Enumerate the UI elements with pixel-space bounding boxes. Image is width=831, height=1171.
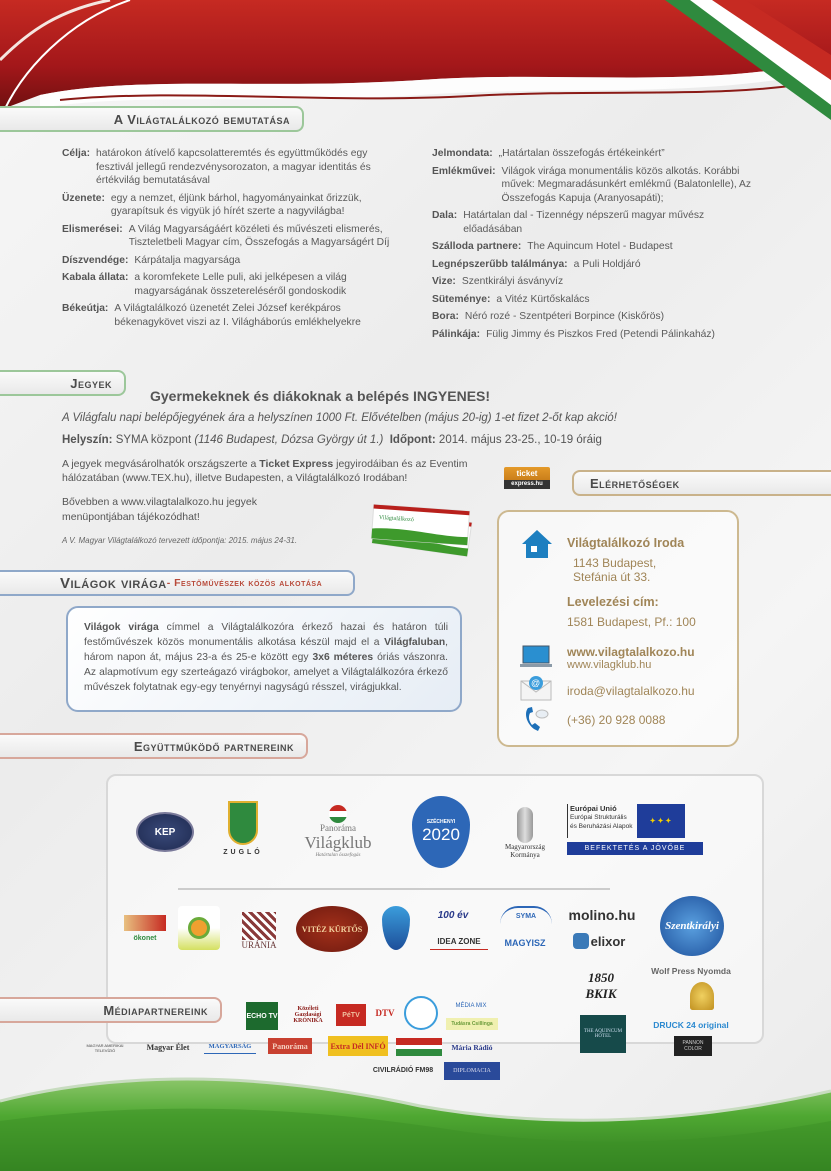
flower-text: óriás vászonra. Az alapmotívum egy szerteágazó virágbokor, amelyet a Világtalálkozóra érkező művészek folytatnak egy-egy tenyérnyi nagyságú résszel, virágjukkal. — [84, 652, 448, 693]
website-link-secondary[interactable]: www.vilagklub.hu — [567, 659, 652, 671]
venue-value: SYMA központ — [115, 434, 192, 446]
fact-row — [432, 165, 762, 206]
envelope-icon — [520, 675, 552, 701]
svg-text:@: @ — [531, 678, 541, 688]
fact-key: Bora: — [432, 311, 459, 322]
round-media-logo — [404, 996, 438, 1030]
wolf-press-logo — [646, 964, 736, 978]
tex-logo-subtext: express.hu — [504, 480, 550, 489]
maria-radio-logo — [444, 1040, 500, 1054]
fact-key: Üzenete: — [62, 192, 105, 204]
ticket-price-text: A Világfalu napi belépőjegyének ára a helyszínen 1000 Ft. Elővételben (május 20-ig) 1-et fizet 2-őt kap akció! — [62, 412, 617, 424]
logo-text: Tudásra Csillinga — [451, 1021, 493, 1027]
flower-text: , három napon át, május 23-a és 25-e között egy — [84, 637, 448, 663]
flower-text-bold: Világok virága — [84, 622, 159, 633]
kronika-logo — [288, 1002, 328, 1028]
venue-line — [62, 434, 602, 446]
logo-text: Mária Rádió — [451, 1042, 493, 1052]
ticket-purchase-info — [62, 457, 492, 485]
tickets-title: Jegyek — [70, 375, 112, 391]
phone-number[interactable]: (+36) 20 928 0088 — [567, 713, 666, 727]
partners-section-header — [0, 733, 308, 759]
pannon-color-logo — [674, 1036, 712, 1056]
fact-value: határokon átívelő kapcsolatteremtés és együttműködés egy fesztivál jellegű rendezvénysorozaton, a magyar identitás és értékvilág bemutatásával — [96, 148, 371, 186]
logo-text: IDEA ZONE — [437, 937, 481, 946]
header-wave-graphic — [0, 0, 831, 120]
magyar-elet-logo — [146, 1040, 190, 1054]
szentkiralyi-logo — [660, 896, 724, 956]
logo-text: DTV — [375, 1008, 395, 1018]
logo-text: 1850 BKIK — [585, 970, 617, 1001]
100-ev-logo — [428, 908, 478, 922]
fact-value: A Világ Magyarságáért közéleti és művészeti elismerés, Tiszteletbeli Magyar cím, Összefogás a Magyarságért Díj — [128, 223, 390, 248]
fact-row — [432, 310, 762, 324]
fact-key: Békeútja: — [62, 303, 109, 314]
logo-text: Világklub — [304, 832, 372, 852]
vilagklub-logo — [288, 796, 388, 866]
time-value: 2014. május 23-25., 10-19 óráig — [438, 434, 602, 446]
elixor-icon — [573, 933, 589, 949]
extra-del-info-logo — [328, 1036, 388, 1056]
logo-text: és Beruházási Alapok — [570, 823, 633, 830]
logo-text: Szentkirályi — [665, 920, 719, 932]
mailing-address-heading: Levelezési cím: — [567, 595, 659, 609]
flower-title-sub: - Festőművészek közös alkotása — [166, 577, 323, 589]
laptop-icon — [520, 645, 552, 669]
flower-text-bold: Világfaluban — [384, 637, 446, 648]
tex-logo-text: ticket — [516, 469, 538, 478]
molino-logo — [564, 906, 640, 924]
vitez-kurtos-logo — [296, 906, 368, 952]
media-mix-logo — [446, 1000, 496, 1012]
logo-text: Európai Unió — [570, 804, 617, 813]
fact-value: Kárpátalja magyarsága — [134, 254, 241, 266]
fact-row — [62, 271, 402, 298]
logo-text: PANNON COLOR — [682, 1040, 704, 1052]
logo-text: SYMA — [515, 912, 537, 920]
footer-wave-graphic — [0, 1061, 831, 1171]
logo-text: elixor — [590, 933, 626, 949]
phone-icon — [522, 705, 550, 733]
fact-row — [62, 254, 402, 268]
logo-text: 100 év — [437, 909, 469, 921]
logo-text: DRUCK 24 original — [653, 1020, 729, 1030]
website-link[interactable]: www.vilagtalalkozo.hu — [567, 645, 695, 659]
aquincum-logo — [580, 1015, 626, 1053]
tickets-image — [368, 502, 478, 562]
tickets-section-header — [0, 370, 126, 396]
logo-text: Wolf Press Nyomda — [651, 966, 731, 976]
media-section-header — [0, 997, 222, 1023]
next-event-date: A V. Magyar Világtalálkozó tervezett időpontja: 2015. május 24-31. — [62, 536, 298, 545]
fruit-logo — [178, 906, 220, 950]
logo-text: Európai Strukturális — [570, 814, 627, 821]
fact-row — [62, 302, 402, 329]
fact-value: Határtalan dal - Tizennégy népszerű magyar művész előadásában — [463, 210, 705, 235]
time-label: Időpont: — [389, 434, 436, 446]
free-entry-notice: Gyermekeknek és diákoknak a belépés INGYENES! — [150, 388, 491, 404]
contact-section-header — [572, 470, 831, 496]
fact-key: Szálloda partnere: — [432, 241, 522, 252]
logo-text: THE AQUINCUM HOTEL — [583, 1029, 623, 1039]
flower-description-box — [66, 606, 462, 712]
partners-divider — [178, 888, 610, 890]
eu-flag-icon: ✦ ✦ ✦ — [637, 804, 685, 838]
logo-text: MAGYAR AMERIKAI TELEVÍZIÓ — [86, 1043, 124, 1053]
logo-text: ZUGLÓ — [223, 848, 263, 856]
government-logo — [490, 800, 560, 866]
logo-text: MÉDIA MIX — [455, 1003, 487, 1009]
bkik-logo — [572, 966, 630, 1006]
flag-stripes-logo — [396, 1038, 442, 1056]
bell-icon — [690, 982, 714, 1010]
partners-title: Együttműködő partnereink — [133, 738, 294, 754]
logo-text: BEFEKTETÉS A JÖVŐBE — [567, 842, 703, 855]
fact-value: The Aquincum Hotel - Budapest — [527, 241, 673, 252]
fact-row — [432, 258, 762, 272]
fact-value: Világok virága monumentális közös alkotás. Korábbi művek: Megmaradásunkért emlékmű (Balatonlelle), Az Összefogás Kapuja (Aranyosapáti); — [501, 165, 752, 204]
logo-text: ökonet — [133, 934, 157, 942]
venue-address: (1146 Budapest, Dózsa György út 1.) — [194, 434, 384, 446]
fact-value: a Puli Holdjáró — [573, 258, 641, 270]
magyisz-logo — [500, 936, 550, 950]
fact-key: Süteménye: — [432, 293, 491, 305]
fact-value: a koromfekete Lelle puli, aki jelképesen a világ magyarságának összetereléséről gondoskodik — [134, 272, 347, 297]
logo-text: SZÉCHENYI — [426, 819, 456, 825]
fact-row — [432, 147, 762, 161]
elixor-logo — [566, 930, 632, 952]
logo-text: MAGYISZ — [504, 938, 546, 948]
fact-key: Dala: — [432, 210, 458, 221]
svg-text:Világtalálkozó: Világtalálkozó — [378, 514, 414, 524]
fact-row — [62, 147, 402, 188]
fact-row — [432, 209, 762, 236]
fact-key: Legnépszerűbb találmánya: — [432, 258, 568, 270]
logo-text: Magyarország Kormánya — [504, 843, 546, 859]
fact-key: Célja: — [62, 148, 91, 159]
logo-text: 2020 — [422, 825, 460, 844]
fact-value: Néró rozé - Szentpéteri Borpince (Kiskőrös) — [464, 311, 665, 322]
ticket-express-name: Ticket Express — [259, 458, 334, 470]
dtv-logo — [372, 1000, 398, 1026]
fact-row — [432, 240, 762, 254]
logo-text: CIVILRÁDIÓ FM98 — [372, 1066, 434, 1074]
logo-text: Panoráma — [272, 1041, 308, 1051]
purchase-text: jegyirodáiban és az Eventim hálózatában (www.TEX.hu), illetve Budapesten, a Világtalálkozó Irodában! — [62, 458, 468, 484]
logo-text: Határtalan összefogás — [315, 852, 361, 858]
flower-section-header — [0, 570, 355, 596]
logo-text: molino.hu — [568, 907, 636, 923]
house-icon — [520, 528, 554, 560]
intro-left-list — [62, 147, 402, 333]
eu-logo — [567, 804, 705, 864]
flower-title-main: Világok virága — [60, 574, 167, 592]
okonet-logo — [122, 908, 168, 948]
address-line: Stefánia út 33. — [573, 570, 651, 584]
echo-tv-logo — [246, 1002, 278, 1030]
fact-key: Jelmondata: — [432, 148, 493, 159]
venue-label: Helyszín: — [62, 434, 113, 446]
mailing-address: 1581 Budapest, Pf.: 100 — [567, 615, 696, 629]
petv-logo — [336, 1004, 366, 1026]
urania-logo — [234, 906, 284, 956]
ticket-express-logo — [504, 467, 550, 489]
fact-key: Díszvendége: — [62, 254, 129, 266]
fact-value: a Vitéz Kürtőskalács — [496, 293, 590, 305]
logo-text: VITÉZ KÜRTŐS — [301, 924, 363, 934]
logo-text: KEP — [154, 826, 176, 838]
logo-text: Panoráma — [320, 822, 356, 833]
purchase-text: A jegyek megvásárolhatók országszerte a — [62, 458, 260, 470]
address-line: 1143 Budapest, — [573, 556, 657, 570]
logo-text: Extra Dél INFÓ — [330, 1041, 386, 1051]
druck24-logo — [648, 1018, 734, 1032]
media-title: Médiapartnereink — [103, 1002, 208, 1018]
logo-text: URÁNIA — [241, 940, 277, 950]
more-info-text: Bővebben a www.vilagtalalkozo.hu jegyek menüpontjában tájékozódhat! — [62, 496, 257, 523]
magyarsag-logo — [204, 1040, 256, 1054]
logo-text: MAGYARSÁG — [208, 1043, 252, 1050]
magyar-amerikai-logo — [84, 1040, 126, 1056]
fact-row — [432, 275, 762, 289]
intro-title: A Világtalálkozó bemutatása — [113, 111, 290, 127]
zuglo-logo — [225, 796, 261, 860]
fact-key: Emlékművei: — [432, 165, 496, 177]
fact-key: Vize: — [432, 276, 456, 287]
flower-text: címmel a Világtalálkozóra érkező hazai és határon túli festőművészek közös monumentális alkotása készül majd el a — [84, 622, 448, 648]
logo-text: ECHO TV — [246, 1012, 278, 1020]
logo-text: Magyar Élet — [146, 1042, 190, 1052]
fact-value: Szentkirályi ásványvíz — [461, 276, 564, 287]
fact-row — [62, 223, 402, 250]
syma-logo — [500, 906, 552, 924]
fact-value: A Világtalálkozó üzenetét Zelei József kerékpáros békenagykövet viszi az I. Világháborús emlékhelyekre — [114, 303, 361, 328]
fact-value: Fülig Jimmy és Piszkos Fred (Petendi Pálinkaház) — [486, 328, 715, 340]
fact-row — [432, 328, 762, 342]
fact-value: egy a nemzet, éljünk bárhol, hagyományainkat őrizzük, gyarapítsuk és vigyük jó hírét szerte a nagyvilágba! — [110, 192, 362, 217]
fact-key: Kabala állata: — [62, 272, 129, 283]
email-link[interactable]: iroda@vilagtalalkozo.hu — [567, 684, 695, 698]
contact-title: Elérhetőségek — [590, 475, 680, 491]
flower-text-bold: 3x6 méteres — [312, 652, 374, 663]
logo-text: Közéleti Gazdasági KRÓNIKA — [293, 1006, 323, 1024]
logo-text: DIPLOMACIA — [453, 1068, 491, 1074]
intro-right-list — [432, 147, 762, 345]
panorama-media-logo — [268, 1038, 312, 1054]
fact-key: Elismerései: — [62, 223, 123, 235]
fact-row — [62, 192, 402, 219]
fact-row — [432, 293, 762, 307]
office-address — [573, 556, 656, 584]
kep-logo — [136, 812, 194, 852]
tudasra-logo — [446, 1018, 498, 1030]
fact-value: „Határtalan összefogás értékeinkért” — [498, 148, 665, 159]
intro-section-header — [0, 106, 304, 132]
logo-text: PéTV — [342, 1011, 360, 1019]
fact-key: Pálinkája: — [432, 328, 481, 340]
office-name: Világtalálkozó Iroda — [567, 536, 685, 550]
idea-zone-logo — [430, 934, 488, 950]
